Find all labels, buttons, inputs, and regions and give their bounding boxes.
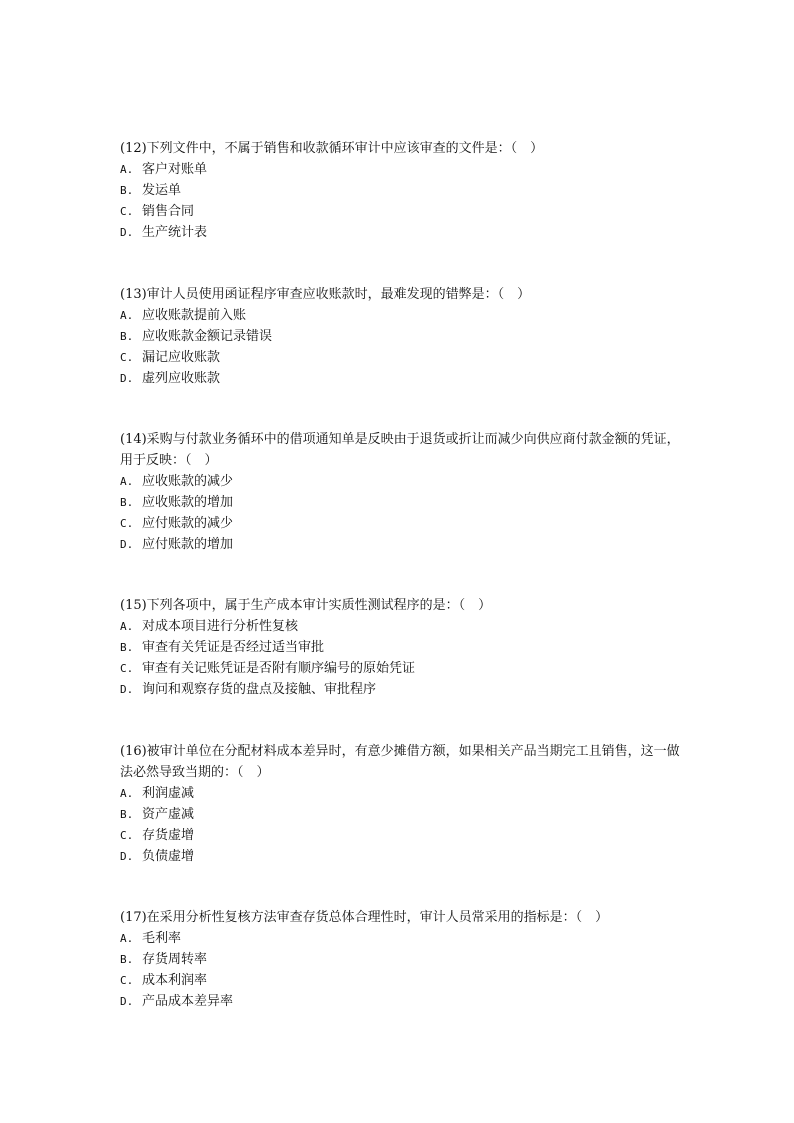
option-letter: D. bbox=[120, 372, 134, 385]
option-b bbox=[120, 180, 680, 201]
option-text: 应收账款的减少 bbox=[142, 474, 234, 489]
option-text: 成本利润率 bbox=[142, 973, 208, 988]
option-text: 存货周转率 bbox=[142, 952, 208, 967]
question-text: (17)在采用分析性复核方法审查存货总体合理性时，审计人员常采用的指标是：（ ） bbox=[120, 910, 609, 925]
option-letter: A. bbox=[120, 309, 134, 322]
option-letter: D. bbox=[120, 538, 134, 551]
option-text: 生产统计表 bbox=[142, 225, 208, 240]
option-a bbox=[120, 783, 680, 804]
option-letter: A. bbox=[120, 620, 134, 633]
option-text: 漏记应收账款 bbox=[142, 350, 221, 365]
question-text: (16)被审计单位在分配材料成本差异时，有意少摊借方额，如果相关产品当期完工且销售，这一做法必然导致当期的：（ ） bbox=[120, 744, 680, 780]
option-text: 应收账款金额记录错误 bbox=[142, 329, 273, 344]
option-text: 对成本项目进行分析性复核 bbox=[142, 619, 299, 634]
option-a bbox=[120, 616, 680, 637]
option-d bbox=[120, 534, 680, 555]
option-a bbox=[120, 305, 680, 326]
option-d bbox=[120, 222, 680, 243]
option-letter: B. bbox=[120, 330, 134, 343]
option-letter: B. bbox=[120, 953, 134, 966]
option-letter: A. bbox=[120, 475, 134, 488]
option-text: 询问和观察存货的盘点及接触、审批程序 bbox=[142, 682, 377, 697]
option-letter: C. bbox=[120, 517, 134, 530]
question-15 bbox=[120, 595, 680, 700]
option-c bbox=[120, 513, 680, 534]
option-text: 应付账款的减少 bbox=[142, 516, 234, 531]
option-b bbox=[120, 492, 680, 513]
option-d bbox=[120, 991, 680, 1012]
option-b bbox=[120, 637, 680, 658]
option-text: 审查有关凭证是否经过适当审批 bbox=[142, 640, 325, 655]
option-letter: D. bbox=[120, 683, 134, 696]
question-text: (15)下列各项中，属于生产成本审计实质性测试程序的是：（ ） bbox=[120, 598, 492, 613]
question-13 bbox=[120, 284, 680, 389]
option-letter: A. bbox=[120, 787, 134, 800]
option-b bbox=[120, 326, 680, 347]
option-text: 审查有关记账凭证是否附有顺序编号的原始凭证 bbox=[142, 661, 416, 676]
question-14 bbox=[120, 429, 680, 555]
option-a bbox=[120, 159, 680, 180]
option-b bbox=[120, 949, 680, 970]
question-text: (14)采购与付款业务循环中的借项通知单是反映由于退货或折让而减少向供应商付款金额的凭证，用于反映：（ ） bbox=[120, 432, 680, 468]
option-text: 客户对账单 bbox=[142, 162, 208, 177]
option-letter: C. bbox=[120, 829, 134, 842]
option-letter: D. bbox=[120, 995, 134, 1008]
option-c bbox=[120, 347, 680, 368]
option-d bbox=[120, 368, 680, 389]
option-c bbox=[120, 825, 680, 846]
question-text: (13)审计人员使用函证程序审查应收账款时，最难发现的错弊是：（ ） bbox=[120, 287, 531, 302]
option-text: 利润虚减 bbox=[142, 786, 195, 801]
question-16 bbox=[120, 741, 680, 867]
option-text: 应收账款的增加 bbox=[142, 495, 234, 510]
option-letter: B. bbox=[120, 641, 134, 654]
question-text: (12)下列文件中，不属于销售和收款循环审计中应该审查的文件是：（ ） bbox=[120, 141, 544, 156]
option-text: 产品成本差异率 bbox=[142, 994, 234, 1009]
option-letter: D. bbox=[120, 226, 134, 239]
question-12 bbox=[120, 138, 680, 243]
option-text: 应付账款的增加 bbox=[142, 537, 234, 552]
option-b bbox=[120, 804, 680, 825]
option-c bbox=[120, 658, 680, 679]
option-text: 应收账款提前入账 bbox=[142, 308, 247, 323]
option-text: 资产虚减 bbox=[142, 807, 195, 822]
option-letter: C. bbox=[120, 205, 134, 218]
question-17 bbox=[120, 907, 680, 1012]
option-letter: A. bbox=[120, 163, 134, 176]
option-c bbox=[120, 201, 680, 222]
option-text: 存货虚增 bbox=[142, 828, 195, 843]
option-letter: C. bbox=[120, 351, 134, 364]
option-letter: D. bbox=[120, 850, 134, 863]
option-letter: A. bbox=[120, 932, 134, 945]
option-a bbox=[120, 471, 680, 492]
option-letter: C. bbox=[120, 662, 134, 675]
option-text: 负债虚增 bbox=[142, 849, 195, 864]
option-text: 发运单 bbox=[142, 183, 182, 198]
option-c bbox=[120, 970, 680, 991]
option-text: 虚列应收账款 bbox=[142, 371, 221, 386]
option-a bbox=[120, 928, 680, 949]
option-letter: B. bbox=[120, 808, 134, 821]
option-letter: B. bbox=[120, 184, 134, 197]
option-letter: C. bbox=[120, 974, 134, 987]
option-text: 毛利率 bbox=[142, 931, 182, 946]
option-d bbox=[120, 846, 680, 867]
option-text: 销售合同 bbox=[142, 204, 195, 219]
option-letter: B. bbox=[120, 496, 134, 509]
option-d bbox=[120, 679, 680, 700]
